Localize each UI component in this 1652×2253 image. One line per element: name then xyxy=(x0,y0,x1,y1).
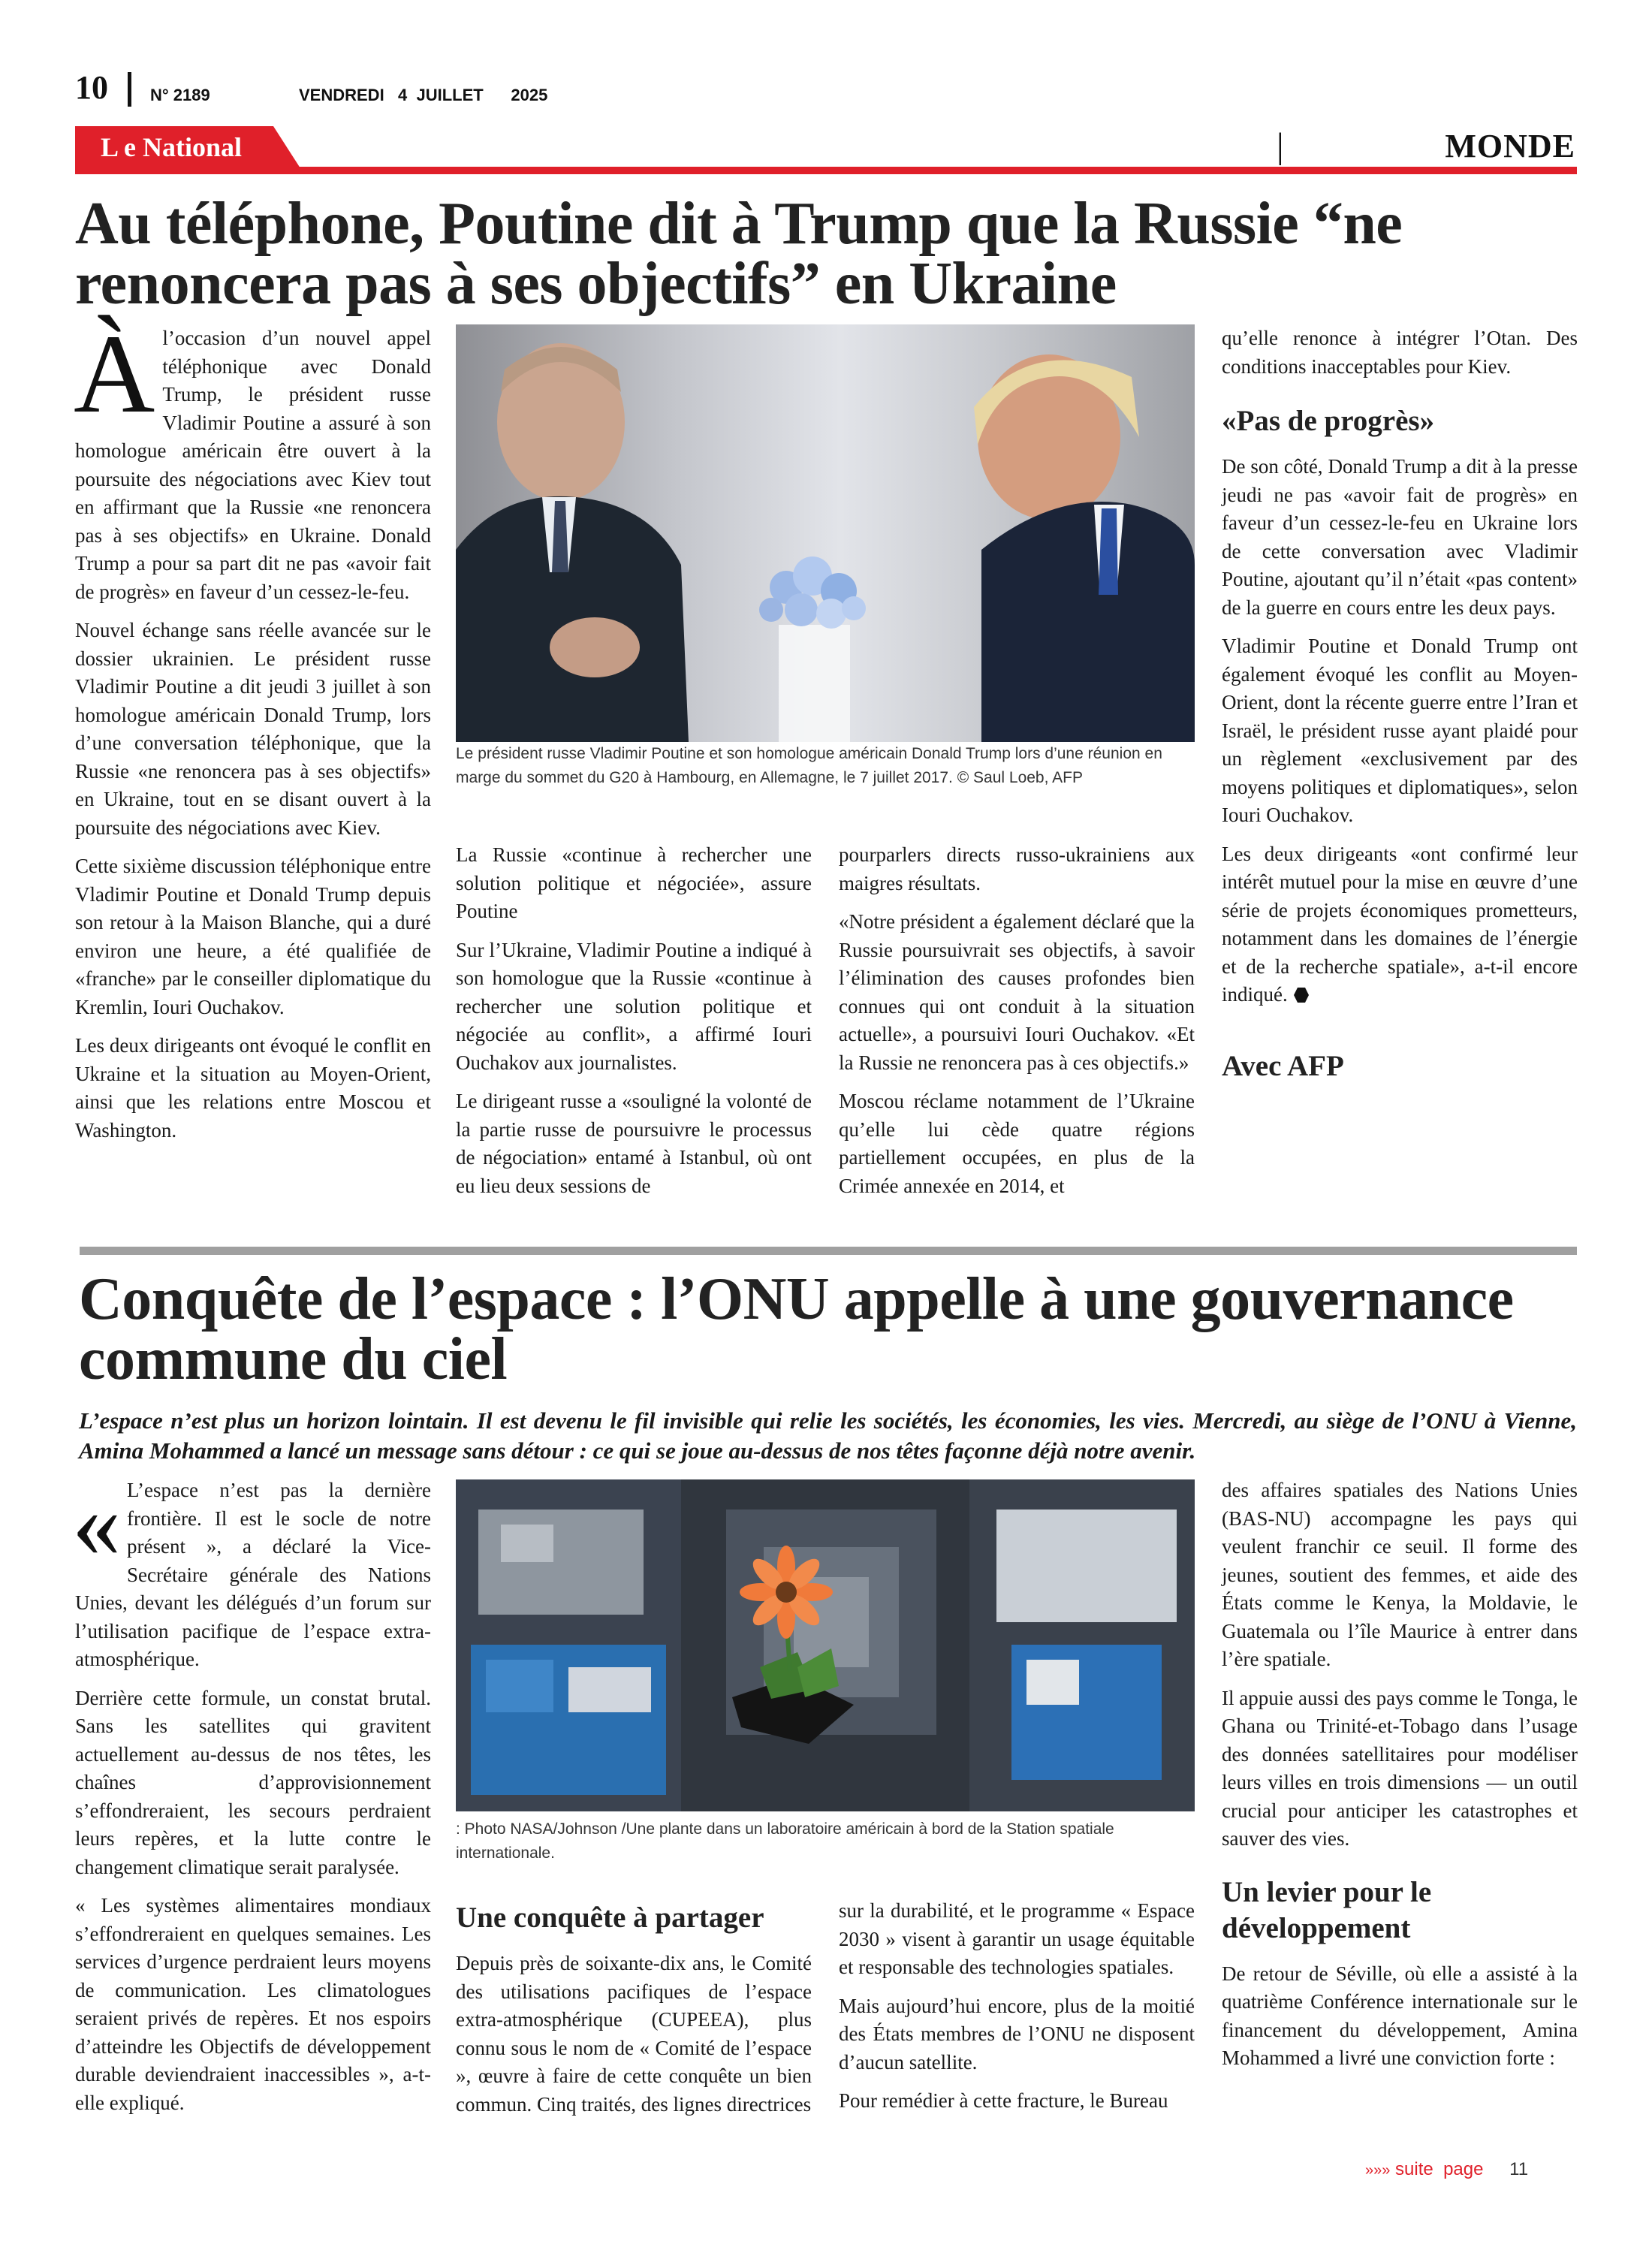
article2-col2 xyxy=(456,1900,812,2129)
article1-photo-caption: Le président russe Vladimir Poutine et son homologue américain Donald Trump lors d’une réunion en marge du sommet du G20 à Hambourg, en Allemagne, le 7 juillet 2017. © Saul Loeb, AFP xyxy=(456,745,1162,786)
continue-text: suite page xyxy=(1395,2159,1484,2179)
article1-col1 xyxy=(74,312,431,1155)
article1-col2-p1: La Russie «continue à rechercher une solution politique et négociée», assure Poutine xyxy=(456,843,812,922)
continue-page: 11 xyxy=(1509,2159,1529,2179)
article1-col4-p4 xyxy=(1222,840,1578,1009)
article1-col2-p2: Sur l’Ukraine, Vladimir Poutine a indiqué à son homologue que la Russie «continue à rechercher une solution politique et négociée au conflit», a affirmé Iouri Ouchakov aux journalistes. xyxy=(456,938,812,1074)
article2-col3-p2: Mais aujourd’hui encore, plus de la moitié des États membres de l’ONU ne disposent d’aucun satellite. xyxy=(839,1994,1195,2074)
article2-subhead-conquete: Une conquête à partager xyxy=(456,1902,764,1934)
article2-lede: L’espace n’est plus un horizon lointain. Il est devenu le fil invisible qui relie les sociétés, les économies, les vies. Mercredi, au siège de l’ONU à Vienne, Amina Mohammed a lancé un message sans détour : ce qui se joue au-dessus de nos têtes façonne déjà notre avenir. xyxy=(79,1407,1577,1464)
putin-trump-illustration xyxy=(456,324,1195,742)
article1-col3-p2: «Notre président a également déclaré que la Russie poursuivrait ses objectifs, à savoir l’élimination des causes profondes bien connues qui ont conduit à la situation actuelle», a poursuivi Iouri Ouchakov. «Et la Russie ne renoncera pas à ces objectifs.» xyxy=(839,910,1195,1074)
article1-col4-p3: Vladimir Poutine et Donald Trump ont également évoqué les conflit au Moyen-Orient, dont la récente guerre entre l’Iran et Israël, le président russe ayant plaidé pour un règlement «exclusivement par des moyens politiques et diplomatiques», selon Iouri Ouchakov. xyxy=(1222,635,1578,826)
article-divider xyxy=(80,1247,1577,1255)
article2-caption-box xyxy=(456,1817,1195,1865)
article2-col4-p1: des affaires spatiales des Nations Unies (BAS-NU) accompagne les pays qui veulent franchir ce seuil. Il forme des jeunes, soutient des femmes, et aide des États comme le Kenya, la Moldavie, le Guatemala ou l’île Maurice à entrer dans l’ère spatiale. xyxy=(1222,1479,1578,1670)
page-number-divider xyxy=(128,72,131,107)
article1-col4-p4-text: Les deux dirigeants «ont confirmé leur intérêt mutuel pour la mise en œuvre d’une série de projets économiques prometteurs, notamment dans les domaines de l’énergie et de la recherche spatiale», a-t-il encore indiqué. xyxy=(1222,842,1578,1006)
article2-col1-p1: L’espace n’est pas la dernière frontière. Il est le socle de notre présent », a déclaré la Vice-Secrétaire générale des Nations Unies, devant les délégués d’un forum sur l’utilisation pacifique de l’espace extra-atmosphérique. xyxy=(75,1479,431,1670)
article1-caption-box xyxy=(456,742,1195,790)
article1-title: Au téléphone, Poutine dit à Trump que la Russie “ne renoncera pas à ses objectifs” en Ukraine xyxy=(75,191,1403,317)
brand-name: L e National xyxy=(101,132,243,162)
article1-col4-p2: De son côté, Donald Trump a dit à la presse jeudi ne pas «avoir fait de progrès» en faveur d’un cessez-le-feu en Ukraine lors de cette conversation avec Vladimir Poutine, ajoutant qu’il n’était «pas content» de la guerre en cours entre les deux pays. xyxy=(1222,455,1578,619)
article2-col1-p2: Derrière cette formule, un constat brutal. Sans les satellites qui gravitent actuellement au-dessus de nos têtes, les chaînes d’approvisionnement s’effondreraient, les secours perdraient leurs repères, et la lutte contre le changement climatique serait paralysée. xyxy=(75,1686,431,1878)
article1-col2-p3: Le dirigeant russe a «souligné la volonté de la partie russe de poursuivre le processus de négociation» entamé à Istanbul, où ont eu lieu deux sessions de xyxy=(456,1090,812,1197)
article1-col3-p1: pourparlers directs russo-ukrainiens aux maigres résultats. xyxy=(839,843,1195,894)
issue-number: N° 2189 xyxy=(150,86,210,104)
end-mark-icon xyxy=(1293,987,1310,1003)
article1-col1-p2: Nouvel échange sans réelle avancée sur le dossier ukrainien. Le président russe Vladimir Poutine a dit jeudi 3 juillet à son homologue américain Donald Trump, lors d’une conversation téléphonique, que la Russie «ne renoncera pas à ses objectifs» en Ukraine, tout en se disant ouvert à la poursuite des négociations avec Kiev. xyxy=(75,619,431,839)
iss-plant-photo xyxy=(456,1479,1195,1811)
article2-photo-caption: : Photo NASA/Johnson /Une plante dans un laboratoire américain à bord de la Station spatiale internationale. xyxy=(456,1820,1114,1862)
article1-col4-p1: qu’elle renonce à intégrer l’Otan. Des conditions inacceptables pour Kiev. xyxy=(1222,327,1578,378)
article1-col1-p3: Cette sixième discussion téléphonique entre Vladimir Poutine et Donald Trump depuis son retour à la Maison Blanche, qui a duré environ une heure, a été qualifiée de «franche» par le conseiller diplomatique du Kremlin, Iouri Ouchakov. xyxy=(75,855,431,1018)
continue-arrows: »»» xyxy=(1365,2162,1391,2179)
article1-col4 xyxy=(1222,324,1578,1098)
article2-title: Conquête de l’espace : l’ONU appelle à une gouvernance commune du ciel xyxy=(79,1266,1514,1392)
header-rule xyxy=(75,167,1577,174)
article2-col2-p1: Depuis près de soixante-dix ans, le Comité des utilisations pacifiques de l’espace extra-atmosphérique (CUPEEA), plus connu sous le nom de « Comité de l’espace », œuvre à faire de cette conquête un bien commun. Cinq traités, des lignes directrices xyxy=(456,1952,812,2116)
article2-col3-p3: Pour remédier à cette fracture, le Bureau xyxy=(839,2089,1168,2112)
article2-col4 xyxy=(1222,1476,1578,2083)
article2-col3-p1: sur la durabilité, et le programme « Espace 2030 » visent à garantir un usage équitable et responsable des technologies spatiales. xyxy=(839,1899,1195,1978)
article1-col1-p4: Les deux dirigeants ont évoqué le conflit en Ukraine et la situation au Moyen-Orient, ainsi que les relations entre Moscou et Washington. xyxy=(75,1034,431,1142)
article2-quotecap: « xyxy=(72,1470,121,1578)
issue-date: VENDREDI 4 JUILLET 2025 xyxy=(299,86,548,104)
putin-trump-photo xyxy=(456,324,1195,742)
article1-col3 xyxy=(839,841,1195,1211)
article1-col3-p3: Moscou réclame notamment de l’Ukraine qu’elle lui cède quatre régions partiellement occupées, en plus de la Crimée annexée en 2014, et xyxy=(839,1090,1195,1197)
article1-credit: Avec AFP xyxy=(1222,1049,1344,1082)
article2-subhead-levier: Un levier pour le développement xyxy=(1222,1875,1432,1944)
page-number: 10 xyxy=(75,69,108,106)
section-divider: | xyxy=(1277,126,1284,166)
article1-subhead: «Pas de progrès» xyxy=(1222,405,1435,437)
article1-col1-p1: l’occasion d’un nouvel appel téléphonique avec Donald Trump, le président russe Vladimir Poutine a assuré à son homologue américain être ouvert à la poursuite des négociations avec Kiev tout en affirmant que la Russie «ne renoncera pas à ses objectifs» en Ukraine. Donald Trump a pour sa part dit ne pas «avoir fait de progrès» en faveur d’un cessez-le-feu. xyxy=(75,327,431,603)
section-name: MONDE xyxy=(1445,128,1575,164)
article2-col1 xyxy=(72,1470,431,2128)
article2-col4-p3: De retour de Séville, où elle a assisté à la quatrième Conférence internationale sur le financement du développement, Amina Mohammed a livré une conviction forte : xyxy=(1222,1962,1578,2069)
article2-col4-p2: Il appuie aussi des pays comme le Tonga, le Ghana ou Trinité-et-Tobago dans l’usage des données satellitaires pour modéliser leurs villes en trois dimensions — un outil crucial pour anticiper les catastrophes et sauver des vies. xyxy=(1222,1686,1578,1850)
article1-col2 xyxy=(456,841,812,1211)
article2-col1-p3: « Les systèmes alimentaires mondiaux s’effondreraient en quelques semaines. Les services d’urgence perdraient leurs moyens de communication. Les climatologues seraient privés de repères. Et nos espoirs d’atteindre les Objectifs de développement durable deviendraient inaccessibles », a-t-elle expliqué. xyxy=(75,1894,431,2114)
article2-col3 xyxy=(839,1897,1195,2126)
article1-dropcap: À xyxy=(74,312,155,436)
continue-line[interactable] xyxy=(1365,2158,1528,2182)
iss-plant-illustration xyxy=(456,1479,1195,1811)
